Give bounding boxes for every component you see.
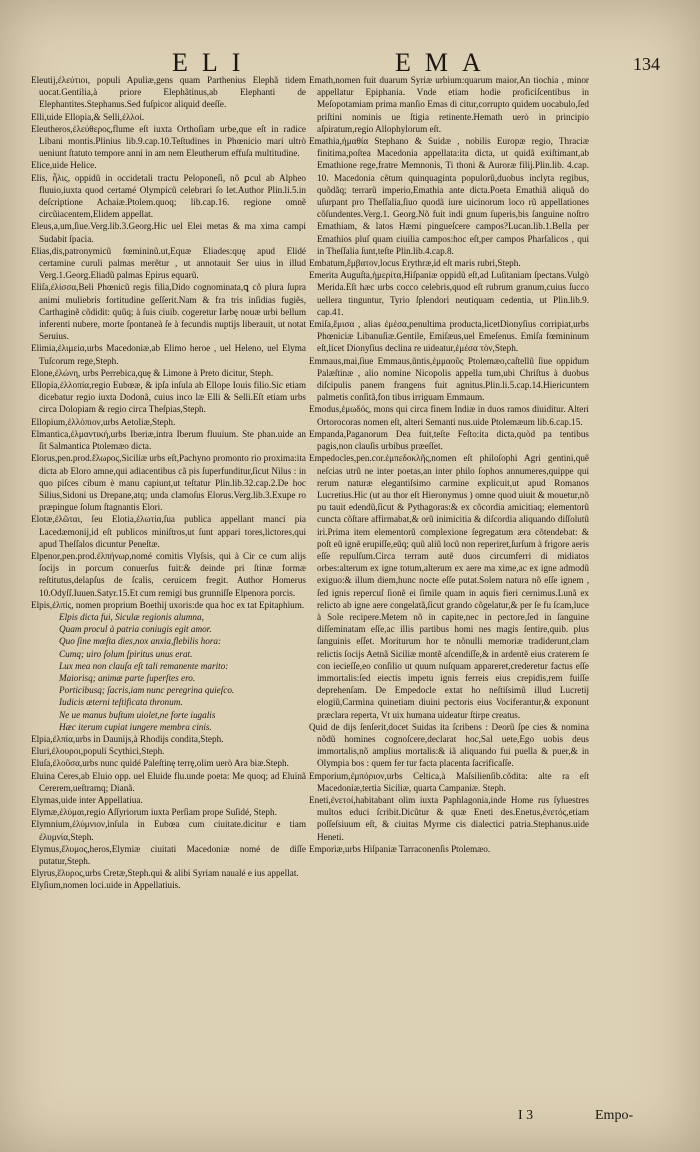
dictionary-entry: Elymus,ἔλυμος,heros,Elymiæ ciuitati Macedoniæ nomé de diſſe putatur,Steph.: [31, 843, 306, 866]
poem-line: Quo ſine mœſta dies,nox anxia,flebilis hora:: [59, 636, 222, 647]
dictionary-entry: Emporiæ,urbs Hiſpaniæ Tarraconenſis Ptolemæo.: [309, 843, 491, 854]
dictionary-entry: Elimia,ἐλιμεία,urbs Macedoniæ,ab Elimo heroe , uel Heleno, uel Elyma Tuſcorum rege,Steph.: [31, 343, 306, 366]
poem-line: Iudicis æterni teſtificata thronum.: [59, 697, 183, 708]
dictionary-entry: Ellopia,ἐλλοπία,regio Eubœæ, & ipſa inſula ab Ellope Iouis filio.Sic etiam dicebatur regio iuxta Dodonã, cuius inco læ Elli & Selli.Eſt etiam urbs circa Dolopiam & regio circa Theſpias,Steph.: [31, 380, 306, 415]
dictionary-entry: Empedocles,pen.cor.ἐμπεδοκλῆς,nomen eſt philoſophi Agri gentini,quẽ neſcias utrũ ne inter poetas,an inter philo ſophos annumeres,quippe qui rerum naturæ elegantiſsimo carmine explicuit,ut apud Romanos Lucretius.Hic (ut au thor eſt Hieronymus ) omne quod uiuit & mouetur,nõ pu tauit edendũ,ſicut & Pythagoras:& ex cõcordia amicitiaq; elementorũ cuncta cõſtare affirmabat,& orũ inimicitia & diſcordia aliquando diſſolutũ iri.Prima item elementorũ complexione ſegregatum æra cõtendebat: & poſt eũ ignẽ erupiſſe,eũq; quũ aliũ locũ non reperiret,ſurſum à frigore aeris eſſe repulſum.Circa terram autẽ duos circumferri di midiatos orbes:alterum ex igne totum,alterum ex aere ma xime,ac ex igne admodũ exiguo:& illum diem,hunc nocte eſſe putat.Solem natura nõ eſſe ignem , ſed ignis repercuſ ſionẽ ei ſimile quam in aquis fieri cernimus.Lunã ex relicto ab igne aere congelatã,ſicut grando cõgelatur,& per ſe fu ſcam,luce à Sole recipere.Metem nõ in capite,nec in pectore,ſed in ſanguine diſſeminatam eſſe,ac illis partibus homi nes magis ſentire,quib. plus ſanguinis eſſet. Moriturum hor te nõnulli memoriæ tradiderunt,clam relictis ſocijs Aetnã Siciliæ montẽ aſcendiſſe,& in ardentẽ eius craterem ſe con iecieſſe,eo conſilio ut quum nuſquam appareret,crederetur factus eſſe immortalis:ſed eiectis impetu ignis ferreis eius crepidis,rem fuiſſe deprehenſam. De Empedocle extat ho neſtiſsimũ illud Lucretij elogiũ,Carmina quinetiam diuini pectoris eius Vociferantur,& exponunt præclara reperta, Vt uix humana uideatur ſtirpe creatus.: [309, 453, 589, 720]
dictionary-entry: Quid de dijs ſenſerit,docet Suidas ita ſcribens : Deorũ ſpe cies & nomina nõdũ homines cognoſcere,declarat hoc,Sal uete,Ego uobis deus immortalis,nõ amplius mortalis:& iã aliquando fui puella & puer,& in Olympia bos : quem fer tur facta placenta ſacrificaſſe.: [309, 721, 589, 769]
poem-line: Hæc iterum cupiat iungere membra cinis.: [59, 721, 212, 732]
dictionary-entry: Elli,uide Ellopia,& Selli,ἑλλοί.: [31, 111, 145, 122]
dictionary-entry: Elotæ,ἐλῶται, ſeu Elotia,ἐλωτία,ſua publica appellant mancí pia Lacedæmonij,id eſt publicos miniſtros,ut ſunt appari tores,lictores,qui apud Theſſalos dicuntur Peneſtæ.: [31, 514, 306, 549]
poem-line: Elpis dicta fui, Siculæ regionis alumna,: [59, 611, 204, 622]
dictionary-entry: Elorus,pen.prod.ἔλωρος,Siciliæ urbs eſt,Pachyno promonto rio proxima:ita dicta ab Eloro amne,qui adiacentibus cã pis ſuperfunditur,ſicut Nilus : in quo piſces cibum è manu capiunt,ut teſtatur Plin.lib.32.cap.2.De hoc Silius,Sidoni us Drepane,atq; unda clamoſus Elorus.Verg.lib.3.Exupe ro præpingue ſolum ſtagnantis Elori.: [31, 453, 306, 513]
dictionary-entry: Elpis,ἐλπίς, nomen proprium Boethij uxoris:de qua hoc ex tat Epitaphium.: [31, 599, 305, 610]
dictionary-entry: Eleutij,ἐλεύτιοι, populi Apuliæ,gens quam Parthenius Elephã tidem uocat.Gentilia,à priore Elephãtinus,ab Elephanti de Elephantites.Stephanus.Sed fuſpicor aliquid deeſſe.: [31, 75, 306, 110]
left-entries-after: [31, 733, 306, 892]
dictionary-entry: Emporium,ἐμπόριον,urbs Celtica,à Maſsilienſib.cõdita: alte ra eſt Macedoniæ,tertia Siciliæ, quarta Campaniæ. Steph.: [309, 770, 589, 793]
catchword: Empo-: [595, 1108, 634, 1123]
dictionary-entry: Emerita Auguſta,ἠμερίτα,Hiſpaniæ oppidũ eſt,ad Luſitaniam ſpectans.Vulgò Merida.Eſt hæc urbs cocco celebris,quod eſt rubrum granum,cuius ſucco uellera tinguntur, Tyrio ſplendori neutiquam cedentia, ut Plin.lib.9. cap.41.: [309, 270, 589, 317]
dictionary-entry: Elice,uide Helice.: [31, 160, 97, 171]
dictionary-entry: Elpenor,pen.prod.ἐλπήνωρ,nomé comitis Vlyſsis, qui à Cir ce cum alijs ſocijs in porcum conuerſus fuit:& deinde pri ſtinæ formæ reſtitutus,delapſus de ſcalis, ceruicem fregit. Author Homerus 10.Odyſſ.Iuuen.Satyr.15.Et cum remigi bus grunniſſe Elpenora porcis.: [31, 550, 306, 598]
left-column: [31, 74, 306, 892]
right-column: [309, 74, 589, 855]
dictionary-entry: Elymas,uide inter Appellatiua.: [31, 794, 143, 805]
dictionary-entry: Emodus,ἐμωδός, mons qui circa finem Indiæ in duos ramos diuiditur. Alteri Ortorocoras nomen eſt, alteri Semanti nus.uide Ptolemæum lib.6.cap.15.: [309, 404, 589, 427]
poem-line: Cumq; uiro ſolum ſpiritus unus erat.: [59, 648, 193, 659]
poem-line: Lux mea non clauſa eſt tali remanente marito:: [59, 660, 229, 671]
dictionary-entry: Elymnium,ἐλύμνιον,inſula in Eubœa cum ciuitate.dicitur e tiam ἐλυμνία,Steph.: [31, 819, 306, 842]
dictionary-entry: Eleutheros,ἐλεύθερος,flume eſt iuxta Orthoſiam urbe,que eſt in radice Libani montis.Plinius lib.9.cap.10.Teſtudines in Phœnicio mari ultrò ueniunt ſtatuto tempore anni in am nem Eleutherum effuſa multitudine.: [31, 123, 306, 159]
right-running-head: EMA: [395, 48, 495, 77]
right-entries: [309, 74, 589, 855]
dictionary-entry: Empanda,Paganorum Dea fuit,teſte Feſto:ita dicta,quòd pa tentibus pagis,non clauſis urbibus præeſſet.: [309, 428, 589, 452]
dictionary-entry: Elymæ,ἐλύμαι,regio Aſſyriorum iuxta Perſiam prope Suſidé, Steph.: [31, 807, 277, 818]
dictionary-entry: Elone,ἐλώνη, urbs Perrebica,quę & Limone à Preto dicitur, Steph.: [31, 367, 274, 378]
poem-line: Ne ue manus buſtum uiolet,ne forte iugalis: [59, 709, 216, 720]
page-number: 134: [633, 54, 660, 74]
dictionary-entry: Emmaus,mai,ſiue Emmaus,ũntis,ἐμμαοῦς Ptolemæo,caſtellũ ſiue oppidum Palæſtinæ , alio nomine Nicopolis appella tum,ubi Chriſtus à duobus diſcipulis panem frangens fuit agnitus.Plin.li.5.cap.14.Hiericuntem palmetis conſitã,fon tibus irriguam Emmaum.: [309, 355, 589, 403]
dictionary-entry: Eleus,a,um,ſiue.Verg.lib.3.Georg.Hic uel Elei metas & ma xima campi Sudabit ſpacia.: [31, 221, 306, 244]
poem-line: Porticibusq; ſacris,iam nunc peregrina quieſco.: [59, 685, 235, 696]
dictionary-entry: Elpia,ἐλπία,urbs in Daunijs,à Rhodijs condita,Steph.: [31, 733, 224, 744]
poem-line: Quam procul à patria coniugis egit amor.: [59, 624, 212, 635]
dictionary-entry: Emathia,ἠμαθία Stephano & Suidæ , nobilis Europæ regio, Thraciæ finitima,poſtea Macedonia appellata:ita dicta, ut quidã exiſtimant,ab Emathione rege,fratre Memnonis, Ti thoni & Auroræ filij.Plin.lib. 4.cap. 10. Macedonia cẽtum quinquaginta populorũ,duobus inclyta regibus, quõdãq; terrarũ imperio,Emathia ante dicta.Poeta Emathiã aliquã do uſurpant pro Theſſalia,ſiuo quodã iure uicinorum loco rũ appellationes cõſundentes.Verg.1. Georg.Nõ fuit indi gnum ſuperis,bis ſanguine noſtro Emathiam, & latos Hæmi pingueſcere campos?Lucan.lib.1.Bella per Emathios pluſ quam ciuilia campos:hoc eſt,per campos Pharſalicos , qui in Theſſalia ſunt,teſte Plin.lib.4.cap.8.: [309, 136, 589, 256]
dictionary-entry: Elias,dis,patronymicũ fœmininũ.ut,Equæ Eliades:quę apud Elidé certamine curuli palmas merẽtur , ut annotauit Ser uius in illud Verg.1.Georg.Eliadũ palmas Epirus equarũ.: [31, 245, 306, 281]
left-entries: [31, 74, 306, 611]
dictionary-entry: Eluſa,ἐλοῦσα,urbs nunc quidé Paleſtinę terrę,olim uerò Ara biæ.Steph.: [31, 758, 289, 769]
poem-line: Maiorisq; animæ parte ſuperſtes ero.: [59, 672, 196, 683]
dictionary-entry: Eluri,ἐλουροι,populi Scythici,Steph.: [31, 746, 165, 757]
dictionary-entry: Emiſa,ἔμισα , alias ἐμέσα,penultima producta,licetDionyſius corripiat,urbs Phœniciæ Libanuſiæ.Gentile, Emiſæus,uel Emeſenus. Emiſa fœmininum eſt,licet Dionyſius declina re uideatur,ἐμέσα τὸν,Steph.: [309, 319, 589, 354]
dictionary-entry: Emath,nomen fuit duarum Syriæ urbium:quarum maior,An tiochia , minor appellatur Epiphania. Vnde etiam hodie proficiſcentibus in Meſopotamiam prima manſio Emas di citur,corrupto quidem uocabulo,ſed priſtini nominis ue ſtigia retinente.Hemath uerò in principio aſpiratum,regio Allophylorum eſt.: [309, 75, 589, 134]
signature-mark: I 3: [518, 1108, 534, 1123]
dictionary-entry: Embatum,ἔμβατον,locus Erythræ,id eſt maris rubri,Steph.: [309, 258, 521, 269]
left-running-head: ELI: [172, 48, 255, 77]
dictionary-entry: Elis, ἦλις, oppidũ in occidetali tractu Peloponeſi, nõ ꝑcul ab Alpheo fluuio,iuxta quod certamé Olympicũ celebrari ſo let.Author Plin.li.5.in deſcriptione Achaiæ.Ptolem.quoq; lib.cap.16. regione omnẽ circũiacentem,Elidem appellat.: [31, 172, 306, 220]
dictionary-entry: Ellopium,ἐλλόπιον,urbs Aetoliæ,Steph.: [31, 416, 176, 427]
epitaph-poem: [31, 611, 306, 733]
dictionary-entry: Elyſium,nomen loci.uide in Appellatiuis.: [31, 880, 181, 891]
dictionary-entry: Eluina Ceres,ab Eluio opp. uel Eluide flu.unde poeta: Me quoq; ad Eluinã Cererem,ueſtramq; Dianã.: [31, 770, 306, 793]
page-footer: [0, 1108, 700, 1128]
dictionary-entry: Eliſa,ἐλίσσα,Beli Phœnicũ regis filia,Dido cognominata,ꝗ cõ plura ſupra animi muliebris fortitudine geſſerit.Nam & fra tris inſidias fugiẽs, Carthaginẽ cõdidit: quũq; à ſuis ciuib. cogeretur Iarbę nouæ urbi bellum inferenti nubere, morte ſpontaneà ſe à fecundis nuptijs liberauit, ut notat Seruius.: [31, 282, 306, 342]
dictionary-entry: Eneti,ἐνετοί,habitabant olim iuxta Paphlagonia,inde Home rus ſyluestres multos educi ſcribit.Dicũtur & quæ Eneti des.Enetus,ἐνετός,etiam poſſeſsiuum eſt, & ciuitas Myrme cis dialectici patria.Stephanus.uide Heneti.: [309, 794, 589, 842]
dictionary-entry: Elmantica,ἐλμαντική,urbs Iberiæ,intra Iberum fluuium. Ste phan.uide an ſit Salmantica Ptolemæo dicta.: [31, 428, 306, 452]
dictionary-entry: Elyrus,ἔλυρος,urbs Cretæ,Steph.qui & alibi Syriam naualé e ius appellat.: [31, 868, 299, 879]
